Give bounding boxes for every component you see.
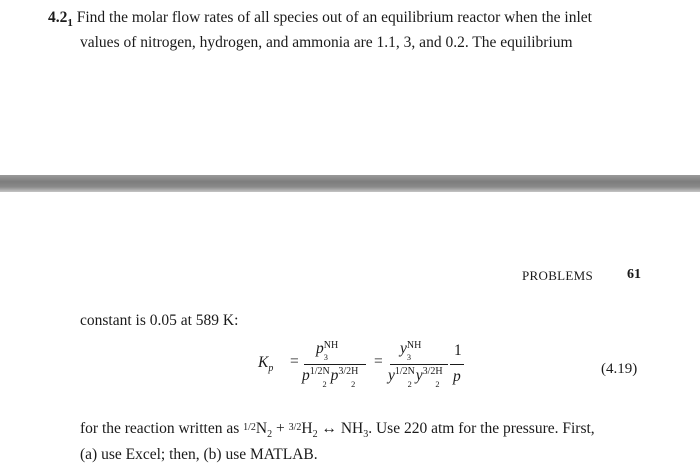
fraction-2-numerator: y $_{NH _3}$ — [400, 340, 422, 363]
problem-line-2: values of nitrogen, hydrogen, and ammonia are 1.1, 3, and 0.2. The equilibrium — [80, 34, 573, 52]
running-head: PROBLEMS — [522, 268, 594, 283]
equation-4-19 — [250, 342, 550, 402]
fraction-3-bar — [450, 364, 464, 365]
reaction-statement: for the reaction written as $1/2N_2 + 3/2H_2$ ↔ $NH_3$. Use 220 atm for the pressure. First, (a) use Excel; then, (b) use MATLAB. — [80, 420, 595, 464]
problem-statement — [48, 8, 688, 53]
reaction-line-last: (a) use Excel; then, (b) use MATLAB. — [80, 446, 318, 464]
fraction-2-bar — [390, 364, 448, 365]
page-break-divider — [0, 175, 700, 192]
page-number: 61 — [627, 267, 641, 282]
fraction-1-bar — [304, 364, 366, 365]
fraction-1-numerator: p $_{NH _3}$ — [316, 340, 339, 363]
fraction-3-denominator: p — [453, 368, 461, 385]
fraction-1-denominator: $p^{1/2}$ $_{N _2}$ $p^{3/2}$ $_{H _2}$ — [302, 366, 359, 390]
equation-equals-2: = — [374, 353, 383, 370]
fraction-three-halves: 3/2 — [288, 422, 302, 433]
equation-equals-1: = — [290, 353, 299, 370]
fraction-one-half: 1/2 — [243, 422, 256, 433]
fraction-2-denominator: $y^{1/2}$ $_{N _2}$ $y^{3/2}$ $_{H _2}$ — [388, 366, 443, 390]
fraction-3-numerator: 1 — [454, 342, 462, 359]
equation-number: (4.19) — [601, 361, 638, 377]
equilibrium-arrow: ↔ — [321, 420, 337, 437]
problem-line-1: Find the molar flow rates of all species out of an equilibrium reactor when the inlet — [76, 9, 592, 26]
constant-line: constant is 0.05 at 589 K: — [80, 312, 239, 329]
problem-number: $4.2_1$ — [48, 9, 73, 30]
equation-lhs: $K_p$ — [258, 354, 274, 375]
